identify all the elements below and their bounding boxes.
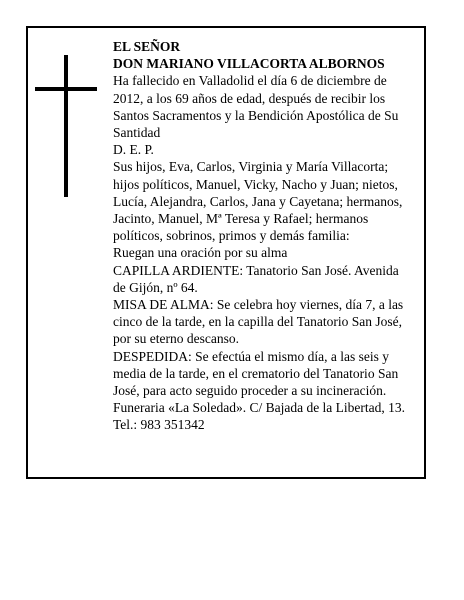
farewell-info: DESPEDIDA: Se efectúa el mismo día, a las seis y media de la tarde, en el crematorio del Tanatorio San José, para acto seguido proceder a su incineración. (113, 348, 399, 399)
chapel-info: CAPILLA ARDIENTE: Tanatorio San José. Avenida de Gijón, nº 64. (113, 262, 399, 295)
deceased-name: DON MARIANO VILLACORTA ALBORNOS (113, 56, 385, 72)
obituary-text (113, 38, 413, 434)
mass-info: MISA DE ALMA: Se celebra hoy viernes, día 7, a las cinco de la tarde, en la capilla del Tanatorio San José, por su eterno descanso. (113, 297, 404, 347)
funeral-home-info: Funeraria «La Soledad». C/ Bajada de la Libertad, 13. Tel.: 983 351342 (113, 400, 406, 433)
rip-line: D. E. P. (113, 142, 154, 158)
cross-icon (35, 55, 97, 197)
death-announcement: Ha fallecido en Valladolid el día 6 de diciembre de 2012, a los 69 años de edad, después de recibir los Santos Sacramentos y la Bendición Apostólica de Su Santidad (113, 73, 399, 141)
title-line-1: EL SEÑOR (113, 39, 181, 54)
cross-horizontal-bar (35, 87, 97, 91)
prayer-request: Ruegan una oración por su alma (113, 245, 288, 261)
family-list: Sus hijos, Eva, Carlos, Virginia y María Villacorta; hijos políticos, Manuel, Vicky, Nacho y Juan; nietos, Lucía, Alejandra, Carlos, Jana y Cayetana; hermanos, Jacinto, Manuel, Mª Teresa y Rafael; hermanos políticos, sobrinos, primos y demás familia: (113, 159, 403, 244)
cross-vertical-bar (64, 55, 68, 197)
